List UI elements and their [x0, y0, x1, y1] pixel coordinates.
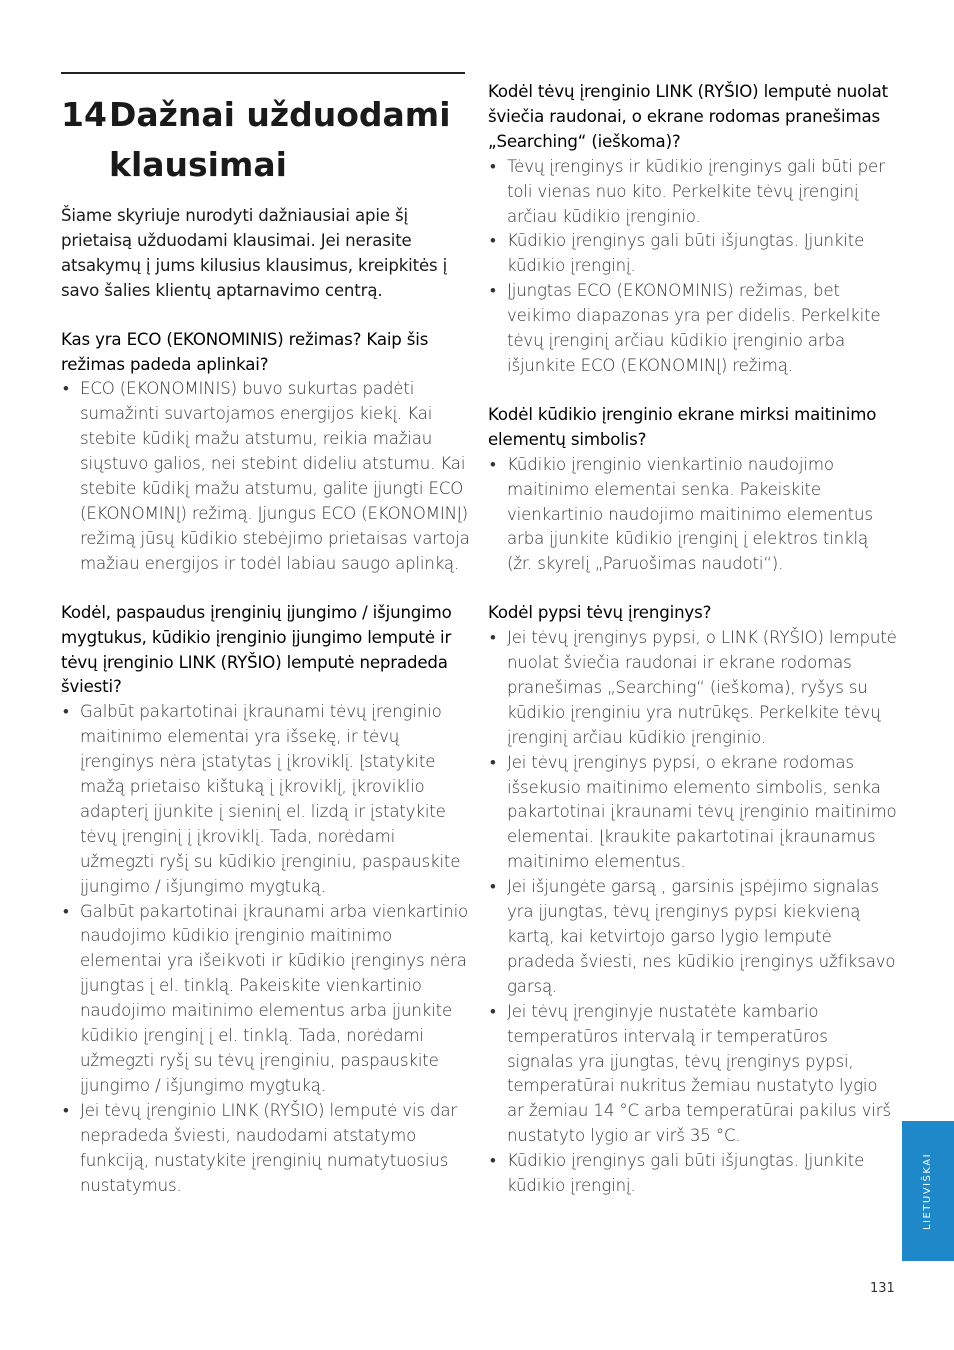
- faq-section: [488, 601, 898, 1199]
- page-number: 131: [870, 1281, 895, 1296]
- left-column: [61, 204, 471, 1222]
- right-column: [488, 80, 898, 1223]
- faq-question: Kodėl kūdikio įrenginio ekrane mirksi maitinimo elementų simbolis?: [488, 404, 877, 449]
- faq-question: Kas yra ECO (EKONOMINIS) režimas? Kaip šis režimas padeda aplinkai?: [61, 329, 429, 374]
- right-faq-list: [488, 80, 898, 1199]
- intro-paragraph: Šiame skyriuje nurodyti dažniausiai apie šį prietaisą užduodami klausimai. Jei nerasite atsakymų į jums kilusius klausimus, kreipkitės į savo šalies klientų aptarnavimo centrą.: [61, 206, 448, 300]
- faq-answer: • Įjungtas ECO (EKONOMINIS) režimas, bet veikimo diapazonas yra per didelis. Perkelkite tėvų įrenginį arčiau kūdikio įrenginio arba išjunkite ECO (EKONOMINĮ) režimą.: [488, 279, 898, 379]
- language-tab-label: LIETUVIŠKAI: [922, 1152, 934, 1230]
- faq-answer: • Jei tėvų įrenginyje nustatėte kambario temperatūros intervalą ir temperatūros signalas yra įjungtas, tėvų įrenginys pypsi, temperatūrai nukritus žemiau nustatyto lygio ar žemiau 14 °C arba temperatūrai pakilus virš nustatyto lygio ar virš 35 °C.: [488, 1000, 898, 1149]
- faq-answer-list: [61, 377, 471, 576]
- faq-question: Kodėl tėvų įrenginio LINK (RYŠIO) lemputė nuolat šviečia raudonai, o ekrane rodomas pranešimas „Searching“ (ieškoma)?: [488, 82, 888, 151]
- faq-question: Kodėl, paspaudus įrenginių įjungimo / išjungimo mygtukus, kūdikio įrenginio įjungimo lemputė ir tėvų įrenginio LINK (RYŠIO) lemputė nepradeda šviesti?: [61, 602, 452, 697]
- language-tab: [902, 1121, 954, 1261]
- faq-answer: • Galbūt pakartotinai įkraunami tėvų įrenginio maitinimo elementai yra išsekę, ir tėvų įrenginys nėra įstatytas į įkroviklį. Įstatykite mažą prietaiso kištuką į įkroviklį, įkroviklio adapterį įjunkite į sieninį el. lizdą ir įstatykite tėvų įrenginį į įkroviklį. Tada, norėdami užmegzti ryšį su kūdikio įrenginiu, paspauskite įjungimo / išjungimo mygtuką.: [61, 700, 471, 899]
- faq-answer: • Kūdikio įrenginys gali būti išjungtas. Įjunkite kūdikio įrenginį.: [488, 1149, 898, 1199]
- top-rule: [61, 72, 465, 74]
- page-title: [61, 90, 481, 190]
- faq-section: [488, 403, 898, 577]
- faq-answer: • Jei išjungėte garsą , garsinis įspėjimo signalas yra įjungtas, tėvų įrenginys pypsi kiekvieną kartą, kai ketvirtojo garso lygio lemputė pradeda šviesti, nes kūdikio įrenginys užfiksavo garsą.: [488, 875, 898, 1000]
- faq-answer: • Tėvų įrenginys ir kūdikio įrenginys gali būti per toli vienas nuo kito. Perkelkite tėvų įrenginį arčiau kūdikio įrenginio.: [488, 155, 898, 230]
- faq-section: [61, 328, 471, 577]
- faq-answer: • Jei tėvų įrenginys pypsi, o ekrane rodomas išsekusio maitinimo elemento simbolis, senka pakartotinai įkraunami tėvų įrenginio maitinimo elementai. Įkraukite pakartotinai įkraunamus maitinimo elementus.: [488, 751, 898, 876]
- faq-question: Kodėl pypsi tėvų įrenginys?: [488, 603, 712, 623]
- faq-answer: • ECO (EKONOMINIS) buvo sukurtas padėti sumažinti suvartojamos energijos kiekį. Kai stebite kūdikį mažu atstumu, reikia mažiau siųstuvo galios, nei stebint dideliu atstumu. Kai stebite kūdikį mažu atstumu, galite įjungti ECO (EKONOMINĮ) režimą. Įjungus ECO (EKONOMINĮ) režimą jūsų kūdikio stebėjimo prietaisas vartoja mažiau energijos ir todėl labiau saugo aplinką.: [61, 377, 471, 576]
- faq-answer-list: [488, 626, 898, 1199]
- left-faq-list: [61, 328, 471, 1199]
- faq-answer: • Kūdikio įrenginio vienkartinio naudojimo maitinimo elementai senka. Pakeiskite vienkartinio naudojimo maitinimo elementus arba įjunkite kūdikio įrenginį į elektros tinklą (žr. skyrelį „Paruošimas naudoti“).: [488, 453, 898, 578]
- chapter-number: 14: [61, 95, 107, 134]
- title-line-1: Dažnai užduodami: [109, 95, 451, 134]
- faq-answer-list: [61, 700, 471, 1198]
- faq-answer-list: [488, 453, 898, 578]
- faq-answer-list: [488, 155, 898, 379]
- faq-answer: • Kūdikio įrenginys gali būti išjungtas. Įjunkite kūdikio įrenginį.: [488, 229, 898, 279]
- faq-section: [61, 601, 471, 1199]
- faq-section: [488, 80, 898, 379]
- faq-answer: • Jei tėvų įrenginys pypsi, o LINK (RYŠIO) lemputė nuolat šviečia raudonai ir ekrane rodomas pranešimas „Searching“ (ieškoma), ryšys su kūdikio įrenginiu yra nutrūkęs. Perkelkite tėvų įrenginį arčiau kūdikio įrenginio.: [488, 626, 898, 751]
- faq-answer: • Jei tėvų įrenginio LINK (RYŠIO) lemputė vis dar nepradeda šviesti, naudodami atstatymo funkciją, nustatykite įrenginių numatytuosius nustatymus.: [61, 1099, 471, 1199]
- faq-answer: • Galbūt pakartotinai įkraunami arba vienkartinio naudojimo kūdikio įrenginio maitinimo elementai yra išeikvoti ir kūdikio įrenginys nėra įjungtas į el. tinklą. Pakeiskite vienkartinio naudojimo maitinimo elementus arba įjunkite kūdikio įrenginį į el. tinklą. Tada, norėdami užmegzti ryšį su tėvų įrenginiu, paspauskite įjungimo / išjungimo mygtuką.: [61, 900, 471, 1099]
- title-line-2: klausimai: [109, 145, 287, 184]
